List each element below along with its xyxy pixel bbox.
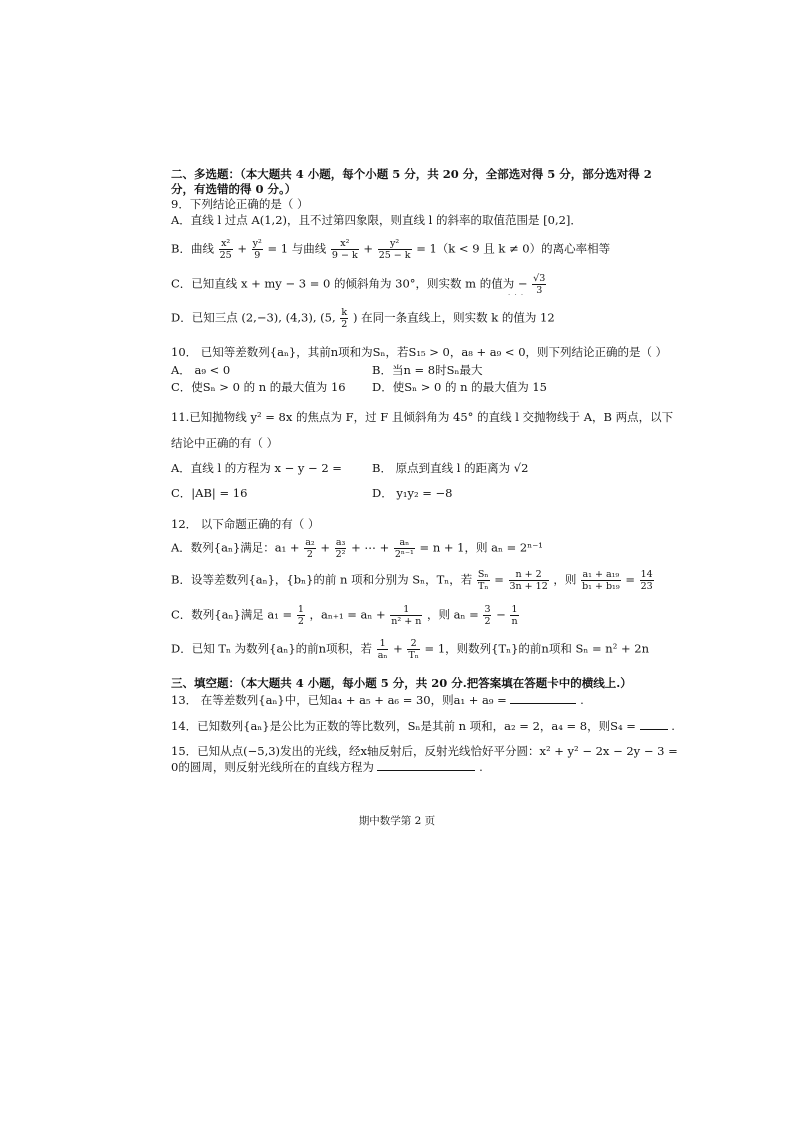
numerator: aₙ	[394, 537, 415, 549]
q12-c-mid2: ，则 aₙ =	[427, 607, 479, 622]
q11-option-b: B． 原点到直线 l 的距离为 √2	[372, 461, 529, 475]
section-2-heading-line1: 二、多选题：（本大题共 4 小题，每个小题 5 分，共 20 分，全部选对得 5 分，部分选对得 2	[171, 167, 652, 181]
q11-stem-line1: 11.已知抛物线 y² = 8x 的焦点为 F，过 F 且倾斜角为 45° 的直线 l 交抛物线于 A，B 两点，以下	[171, 410, 674, 424]
q9-d-tail: ) 在同一条直线上，则实数 k 的值为 12	[352, 310, 555, 325]
fraction	[297, 604, 305, 627]
fraction	[340, 307, 348, 330]
q9-b-mid: = 1 与曲线	[267, 241, 327, 256]
denominator: Tₙ	[478, 581, 489, 592]
fraction	[394, 537, 415, 560]
q13	[171, 693, 584, 708]
fraction	[304, 537, 315, 560]
q13-answer-blank[interactable]	[510, 693, 576, 704]
denominator: n² + n	[391, 616, 422, 627]
numerator: a₃	[335, 537, 346, 548]
numerator: y²	[252, 238, 262, 249]
q9-b-tail: = 1（k < 9 且 k ≠ 0）的离心率相等	[416, 241, 611, 256]
fraction	[331, 238, 359, 261]
q12-option-c	[171, 604, 520, 627]
q12-a-tail: = n + 1，则 aₙ = 2ⁿ⁻¹	[419, 540, 543, 555]
q11-option-c: C．|AB| = 16	[171, 486, 248, 500]
fraction	[640, 569, 654, 592]
q13-end: .	[580, 693, 584, 707]
denominator: 25	[219, 250, 232, 261]
page-footer: 期中数学第 2 页	[358, 815, 436, 827]
q12-option-a	[171, 537, 543, 560]
denominator: 3	[536, 285, 543, 296]
denominator: 2	[341, 319, 348, 330]
denominator: 9 − k	[331, 250, 358, 261]
fraction	[219, 238, 233, 261]
q15-answer-blank[interactable]	[377, 760, 475, 771]
q11-option-a: A．直线 l 的方程为 x − y − 2 =	[171, 461, 342, 475]
q9-option-b	[171, 238, 610, 261]
section-2-heading-line2: 分，有选错的得 0 分。）	[171, 182, 297, 196]
q14	[171, 719, 675, 734]
q12-b-lead: B．设等差数列{aₙ}，{bₙ}的前 n 项和分别为 Sₙ，Tₙ，若	[171, 572, 473, 587]
denominator: 23	[640, 581, 653, 592]
q15-end: .	[479, 760, 483, 774]
operator: =	[625, 572, 635, 587]
q14-text: 14．已知数列{aₙ}是公比为正数的等比数列，Sₙ是其前 n 项和，a₂ = 2，a₄ = 8，则S₄ =	[171, 719, 636, 733]
numerator: 1	[377, 638, 389, 650]
fraction	[390, 604, 422, 627]
numerator: 14	[640, 569, 653, 580]
numerator: 2	[407, 638, 419, 650]
q10-option-d: D．使Sₙ > 0 的 n 的最大值为 15	[372, 380, 547, 394]
q9-b-lead: B．曲线	[171, 241, 214, 256]
numerator: 1	[390, 604, 422, 616]
q12-stem: 12． 以下命题正确的有（ ）	[171, 517, 320, 531]
q10-option-b: B．当n = 8时Sₙ最大	[372, 363, 483, 377]
fraction	[532, 273, 546, 296]
q15-line2	[171, 760, 483, 775]
q12-option-b	[171, 569, 655, 592]
operator: +	[393, 641, 403, 656]
numerator: x²	[331, 238, 359, 250]
fraction	[510, 604, 518, 627]
numerator: √3	[533, 273, 546, 284]
q11-stem-line2: 结论中正确的有（ ）	[171, 436, 279, 450]
q9-option-d	[171, 307, 555, 330]
q14-end: .	[671, 719, 675, 733]
denominator: 2ⁿ⁻¹	[394, 549, 414, 560]
operator: +	[237, 241, 247, 256]
numerator: Sₙ	[477, 569, 489, 580]
q13-text: 13． 在等差数列{aₙ}中，已知a₄ + a₅ + a₆ = 30，则a₁ + a₉ =	[171, 693, 507, 707]
q10-stem: 10． 已知等差数列{aₙ}，其前n项和为Sₙ，若S₁₅ > 0，a₈ + a₉ < 0，则下列结论正确的是（ ）	[171, 345, 668, 359]
fraction	[335, 537, 347, 560]
denominator: aₙ	[377, 650, 388, 661]
denominator: Tₙ	[408, 650, 419, 661]
q9-option-c	[171, 273, 547, 296]
q11-option-d: D． y₁y₂ = −8	[372, 486, 453, 500]
denominator: 2	[306, 549, 313, 560]
fraction	[477, 569, 490, 592]
q10-option-c: C．使Sₙ > 0 的 n 的最大值为 16	[171, 380, 346, 394]
numerator: k	[341, 307, 348, 318]
q9-stem: 9．下列结论正确的是（ ）	[171, 197, 309, 211]
operator: +	[320, 540, 330, 555]
q14-answer-blank[interactable]	[640, 719, 668, 730]
numerator: a₁ + a₁₉	[582, 569, 620, 580]
operator: +	[363, 241, 374, 256]
fraction	[509, 569, 549, 592]
q10-option-a: A． a₉ < 0	[171, 363, 231, 377]
operator: =	[494, 572, 504, 587]
q12-c-lead: C．数列{aₙ}满足 a₁ =	[171, 607, 293, 622]
denominator: 2	[484, 616, 491, 627]
denominator: n	[511, 616, 518, 627]
q9-c-lead: C．已知直线 x + my − 3 = 0 的倾斜角为 30°，则实数 m 的值为 −	[171, 276, 528, 291]
q15-line1: 15．已知从点(−5,3)发出的光线，经x轴反射后，反射光线恰好平分圆：x² + y² − 2x − 2y − 3 =	[171, 744, 678, 758]
denominator: 9	[254, 250, 261, 261]
q9-d-lead: D．已知三点 (2,−3), (4,3), (5,	[171, 310, 336, 325]
fraction	[252, 238, 263, 261]
fraction	[377, 638, 389, 661]
denominator: 3n + 12	[509, 581, 548, 592]
operator: −	[496, 607, 506, 622]
q12-b-mid: ，则	[553, 572, 577, 587]
q12-d-lead: D．已知 Tₙ 为数列{aₙ}的前n项积，若	[171, 641, 373, 656]
numerator: a₂	[305, 537, 315, 548]
q15-text: 0的圆周，则反射光线所在的直线方程为	[171, 760, 374, 774]
q12-c-mid: ，aₙ₊₁ = aₙ +	[309, 607, 386, 622]
fraction	[581, 569, 621, 592]
numerator: 1	[511, 604, 518, 615]
denominator: 2	[297, 616, 304, 627]
section-3-heading: 三、填空题：（本大题共 4 小题，每小题 5 分，共 20 分.把答案填在答题卡中的横线上.）	[171, 676, 632, 690]
fraction	[483, 604, 491, 627]
denominator: 25 − k	[378, 250, 411, 261]
numerator: 1	[297, 604, 304, 615]
numerator: n + 2	[509, 569, 549, 581]
scan-speck-decoration: · · ·	[508, 291, 525, 299]
fraction	[407, 638, 419, 661]
operator: + ⋯ +	[351, 540, 390, 555]
q12-a-lead: A．数列{aₙ}满足：a₁ +	[171, 540, 300, 555]
denominator: 2²	[335, 549, 346, 560]
numerator: y²	[378, 238, 412, 250]
q12-d-tail: = 1，则数列{Tₙ}的前n项和 Sₙ = n² + 2n	[424, 641, 649, 656]
q9-option-a: A．直线 l 过点 A(1,2)，且不过第四象限，则直线 l 的斜率的取值范围是 [0,2]．	[171, 213, 582, 227]
numerator: x²	[219, 238, 233, 250]
numerator: 3	[484, 604, 491, 615]
q12-option-d	[171, 638, 649, 661]
denominator: b₁ + b₁₉	[582, 581, 620, 592]
fraction	[378, 238, 412, 261]
